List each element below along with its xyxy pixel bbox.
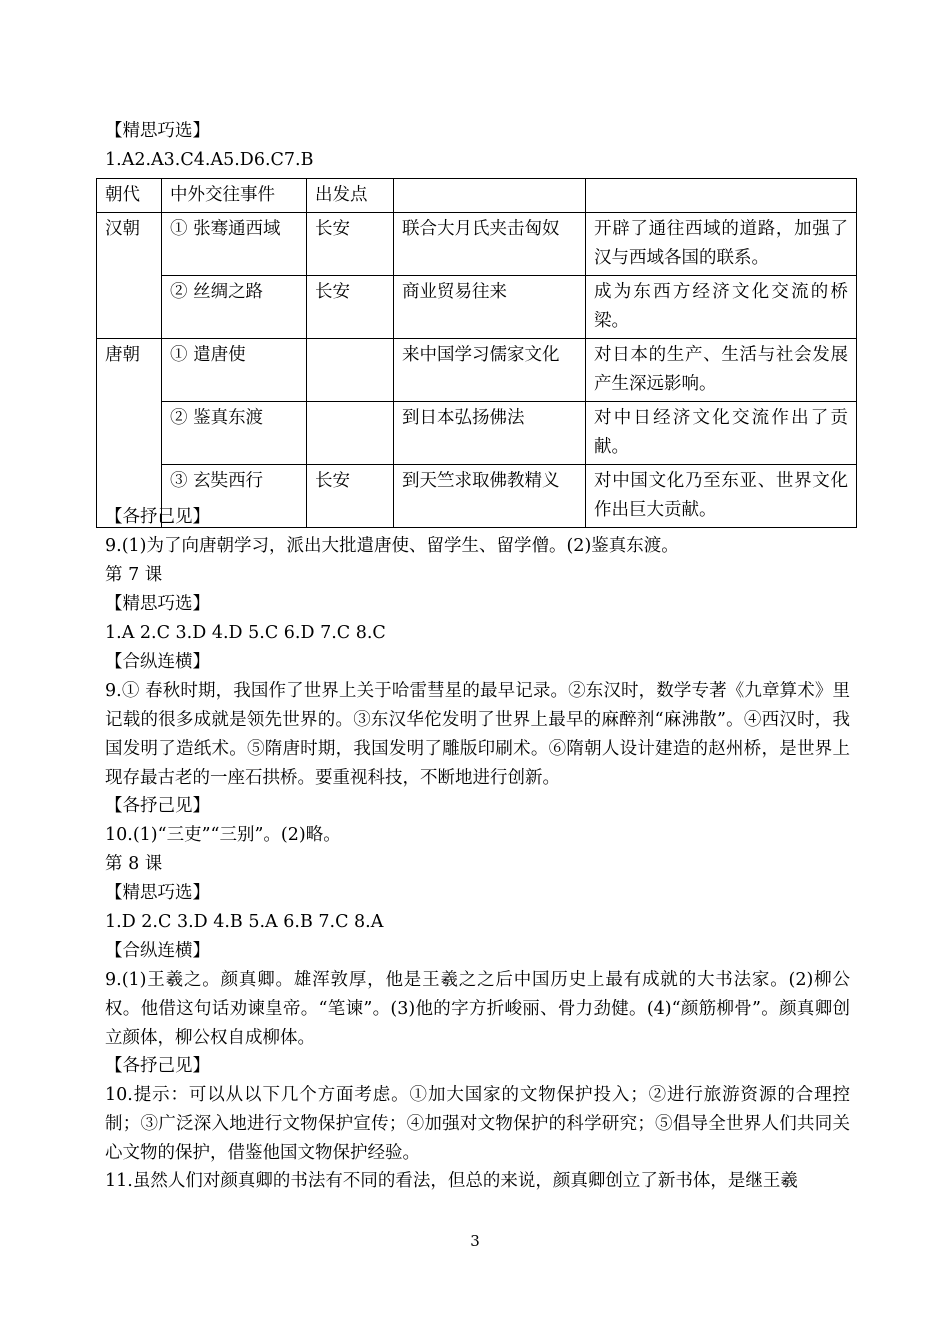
header-cell: 朝代	[97, 179, 162, 213]
lesson-title: 第 7 课	[105, 565, 163, 585]
exchange-table	[96, 178, 857, 528]
purpose-cell: 来中国学习儒家文化	[394, 339, 586, 402]
answer-paragraph: 9.(1)王羲之。颜真卿。雄浑敦厚，他是王羲之之后中国历史上最有成就的大书法家。(2)柳公权。他借这句话劝谏皇帝。“笔谏”。(3)他的字方折峻丽、骨力劲健。(4)“颜筋柳骨”。颜真卿创立颜体，柳公权自成柳体。	[105, 970, 850, 1048]
event-cell: ③ 玄奘西行	[162, 465, 307, 528]
table-row	[97, 339, 857, 402]
impact-cell: 对中日经济文化交流作出了贡献。	[586, 402, 857, 465]
answer-text: 11.虽然人们对颜真卿的书法有不同的看法，但总的来说，颜真卿创立了新书体，是继王羲	[105, 1171, 798, 1191]
section-heading: 【各抒己见】	[105, 507, 210, 527]
event-cell: ① 遣唐使	[162, 339, 307, 402]
purpose-cell: 到天竺求取佛教精义	[394, 465, 586, 528]
section-heading: 【精思巧选】	[105, 594, 210, 614]
answer-key: 1.A2.A3.C4.A5.D6.C7.B	[105, 150, 314, 170]
impact-cell: 对中国文化乃至东亚、世界文化作出巨大贡献。	[586, 465, 857, 528]
impact-cell: 开辟了通往西域的道路，加强了汉与西域各国的联系。	[586, 213, 857, 276]
section-heading: 【各抒己见】	[105, 1056, 210, 1076]
lesson-title: 第 8 课	[105, 854, 163, 874]
dynasty-cell: 唐朝	[97, 339, 162, 528]
section-heading: 【各抒己见】	[105, 796, 210, 816]
section-heading: 【合纵连横】	[105, 941, 210, 961]
table-row	[97, 276, 857, 339]
purpose-cell: 到日本弘扬佛法	[394, 402, 586, 465]
event-cell: ② 丝绸之路	[162, 276, 307, 339]
start-cell: 长安	[307, 276, 394, 339]
purpose-cell: 联合大月氏夹击匈奴	[394, 213, 586, 276]
section-heading: 【合纵连横】	[105, 652, 210, 672]
start-cell: 长安	[307, 213, 394, 276]
answer-text: 10.(1)“三吏”“三别”。(2)略。	[105, 825, 341, 845]
impact-cell: 成为东西方经济文化交流的桥梁。	[586, 276, 857, 339]
answer-text: 9.(1)为了向唐朝学习，派出大批遣唐使、留学生、留学僧。(2)鉴真东渡。	[105, 536, 679, 556]
answer-paragraph: 9.① 春秋时期，我国作了世界上关于哈雷彗星的最早记录。②东汉时，数学专著《九章算术》里记载的很多成就是领先世界的。③东汉华佗发明了世界上最早的麻醉剂“麻沸散”。④西汉时，我国发明了造纸术。⑤隋唐时期，我国发明了雕版印刷术。⑥隋朝人设计建造的赵州桥，是世界上现存最古老的一座石拱桥。要重视科技，不断地进行创新。	[105, 681, 850, 788]
header-cell: 出发点	[307, 179, 394, 213]
answer-key: 1.D 2.C 3.D 4.B 5.A 6.B 7.C 8.A	[105, 912, 384, 932]
purpose-cell: 商业贸易往来	[394, 276, 586, 339]
header-cell: 中外交往事件	[162, 179, 307, 213]
start-cell	[307, 339, 394, 402]
table-header-row	[97, 179, 857, 213]
dynasty-cell: 汉朝	[97, 213, 162, 339]
event-cell: ① 张骞通西域	[162, 213, 307, 276]
header-cell	[394, 179, 586, 213]
answer-key: 1.A 2.C 3.D 4.D 5.C 6.D 7.C 8.C	[105, 623, 386, 643]
start-cell	[307, 402, 394, 465]
page-number: 3	[470, 1232, 480, 1250]
answer-paragraph: 10.提示：可以从以下几个方面考虑。①加大国家的文物保护投入；②进行旅游资源的合理控制；③广泛深入地进行文物保护宣传；④加强对文物保护的科学研究；⑤倡导全世界人们共同关心文物的保护，借鉴他国文物保护经验。	[105, 1085, 850, 1163]
table-row	[97, 213, 857, 276]
header-cell	[586, 179, 857, 213]
start-cell: 长安	[307, 465, 394, 528]
section-heading: 【精思巧选】	[105, 883, 210, 903]
event-cell: ② 鉴真东渡	[162, 402, 307, 465]
table-row	[97, 402, 857, 465]
impact-cell: 对日本的生产、生活与社会发展产生深远影响。	[586, 339, 857, 402]
section-heading: 【精思巧选】	[105, 121, 210, 141]
